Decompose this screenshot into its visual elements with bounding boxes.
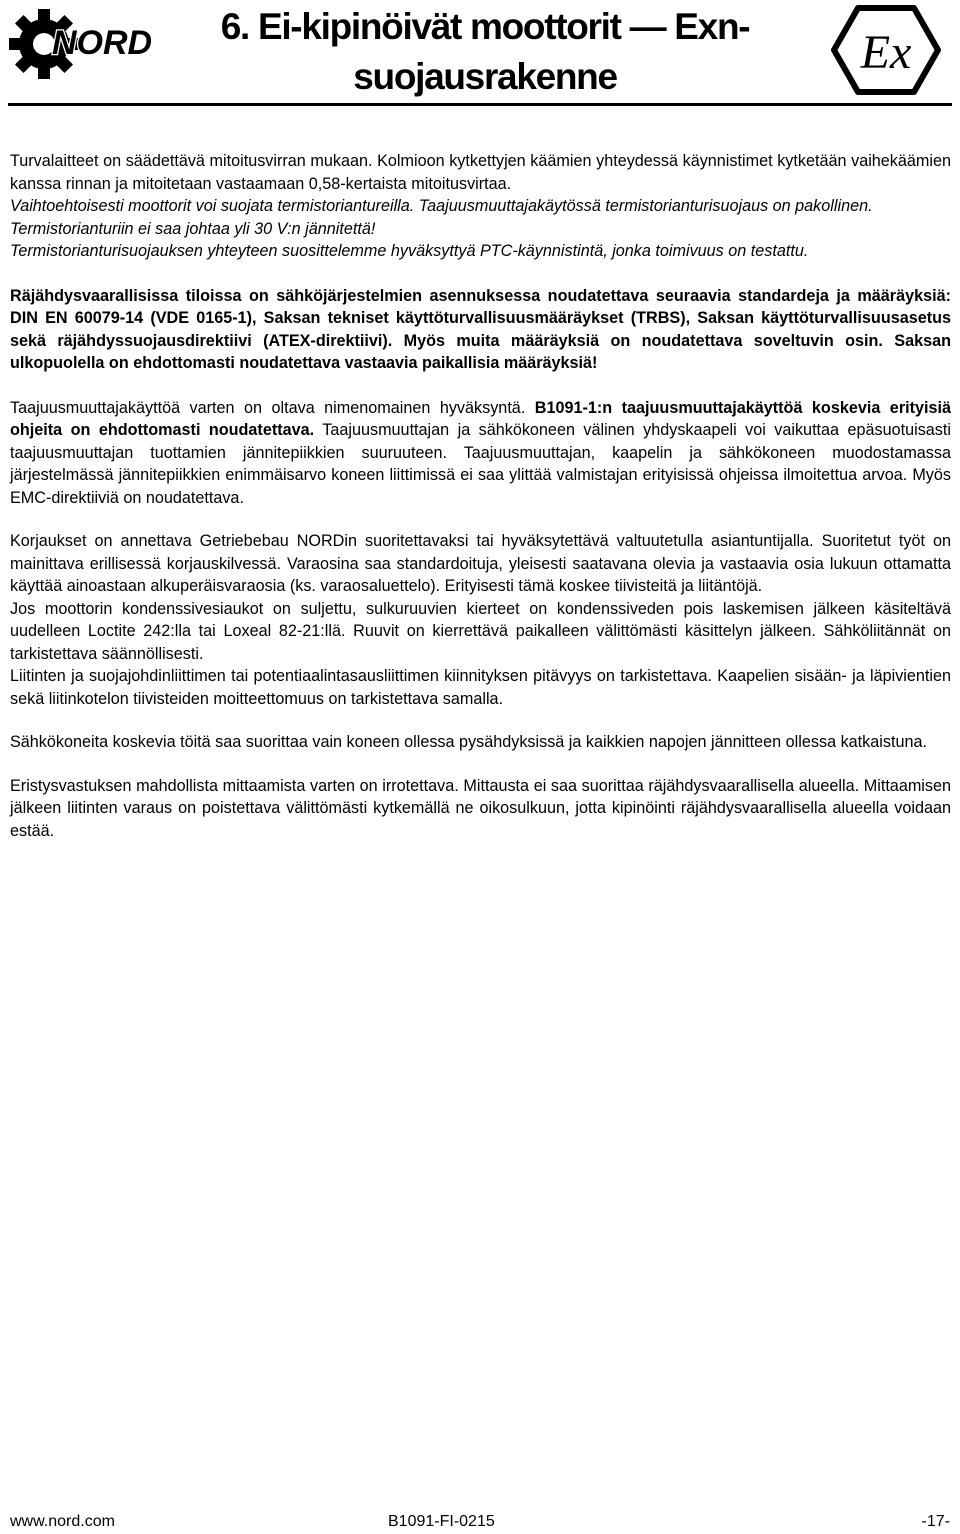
text-thermistor-voltage: Termistorianturiin ei saa johtaa yli 30 V:n jännitettä! — [10, 219, 376, 238]
text-b1091-instructions: B1091-1:n taajuusmuuttajakäyttöä koskevia erityisiä ohjeita on ehdottomasti noudatettava. — [10, 398, 952, 439]
footer-website: www.nord.com — [10, 1513, 115, 1530]
text-protection-devices: Turvalaitteet on säädettävä mitoitusvirran mukaan. Kolmioon kytkettyjen käämien yhteydessä käynnistimet kytketään vaihekäämien kanssa rinnan ja mitoitetaan vastaamaan 0,58-kertaista mitoitusvirtaa. — [10, 152, 951, 193]
text-ptc-recommendation: Termistorianturisuojauksen yhteyteen suosittelemme hyväksyttyä PTC-käynnistintä, jonka toimivuus on testattu. — [10, 242, 809, 260]
footer-page-number: -17- — [921, 1513, 950, 1530]
text-thermistor-protection: Vaihtoehtoisesti moottorit voi suojata termistoriantureilla. Taajuusmuuttajakäytössä termistorianturisuojaus on pakollinen. — [10, 197, 873, 215]
page-title: 6. Ei-kipinöivät moottorit — Exn-suojausrakenne — [220, 6, 750, 97]
paragraph-condensate: Jos moottorin kondenssivesiaukot on suljettu, sulkuruuvien kierteet on kondenssiveden pois laskemisen jälkeen käsiteltävä uudelleen Loctite 242:lla tai Loxeal 82-21:llä. Ruuvit on kierrettävä paikalleen välittömästi käsittelyn jälkeen. Sähköliitännät on tarkistettava säännöllisesti. — [10, 599, 951, 663]
text-voltage-peaks: Taajuusmuuttajan ja sähkökoneen välinen yhdyskaapeli voi vaikuttaa epäsuotuisasti taajuusmuuttajan tuottamien jännitepiikkien suuruuteen. Taajuusmuuttajan, kaapelin ja sähkökoneen muodostamassa järjestelmässä jännitepiikkien enimmäisarvo koneen liittimissä ei saa ylittää valmistajan erityisissä ohjeissa ilmoitettua arvoa. Myös EMC-direktiiviä on noudatettava. — [10, 421, 951, 507]
paragraph-thermistor-voltage — [10, 218, 951, 241]
ex-mark — [830, 4, 942, 96]
ex-hexagon-icon — [830, 4, 942, 96]
paragraph-insulation: Eristysvastuksen mahdollista mittaamista varten on irrotettava. Mittausta ei saa suorittaa räjähdysvaarallisella alueella. Mittaamisen jälkeen liitinten varaus on poistettava välittömästi kytkemällä ne oikosulkuun, jotta kipinöinti räjähdysvaarallisella alueella voidaan estää. — [10, 776, 951, 840]
header-divider — [8, 103, 952, 106]
text-approval: Taajuusmuuttajakäyttöä varten on oltava nimenomainen hyväksyntä. — [10, 398, 526, 417]
paragraph-protection — [10, 150, 951, 195]
paragraph-repairs: Korjaukset on annettava Getriebebau NORDin suoritettavaksi tai hyväksytettävä valtuutetulla asiantuntijalla. Suoritetut työt on mainittava erillisessä korjauskilvessä. Varaosina saa standardoituja, yleisesti saatavana olevia ja vastaavia osia lukuun ottamatta käyttää ainoastaan alkuperäisvaraosia (ks. varaosaluettelo). Erityisesti tämä koskee tiivisteitä ja liitäntöjä. — [10, 532, 951, 595]
paragraph-ptc — [10, 240, 951, 263]
footer-doc-code: B1091-FI-0215 — [388, 1513, 495, 1530]
nord-gear-icon — [8, 4, 153, 78]
paragraph-frequency-converter — [10, 397, 951, 510]
paragraph-work-safety: Sähkökoneita koskevia töitä saa suorittaa vain koneen ollessa pysähdyksissä ja kaikkien napojen jännitteen ollessa katkaistuna. — [10, 733, 927, 751]
svg-text:NORD: NORD — [52, 24, 153, 62]
paragraph-thermistor — [10, 195, 951, 218]
document-body — [10, 150, 951, 842]
paragraph-terminals: Liitinten ja suojajohdinliittimen tai potentiaalintasausliittimen kiinnityksen pitävyys on tarkistettava. Kaapelien sisään- ja läpivientien sekä liitinkotelon tiivisteiden moitteettomuus on tarkistettava samalla. — [10, 667, 951, 708]
paragraph-standards: Räjähdysvaarallisissa tiloissa on sähköjärjestelmien asennuksessa noudatettava seuraavia standardeja ja määräyksiä: DIN EN 60079-14 (VDE 0165-1), Saksan tekniset käyttöturvallisuusmääräykset (TRBS), Saksan käyttöturvallisuusasetus sekä räjähdyssuojausdirektiivi (ATEX-direktiivi). Myös muita määräyksiä on noudatettava soveltuvin osin. Saksan ulkopuolella on ehdottomasti noudatettava vastaavia paikallisia määräyksiä! — [10, 286, 951, 372]
nord-logo — [8, 4, 153, 78]
svg-text:Ex: Ex — [860, 26, 912, 79]
